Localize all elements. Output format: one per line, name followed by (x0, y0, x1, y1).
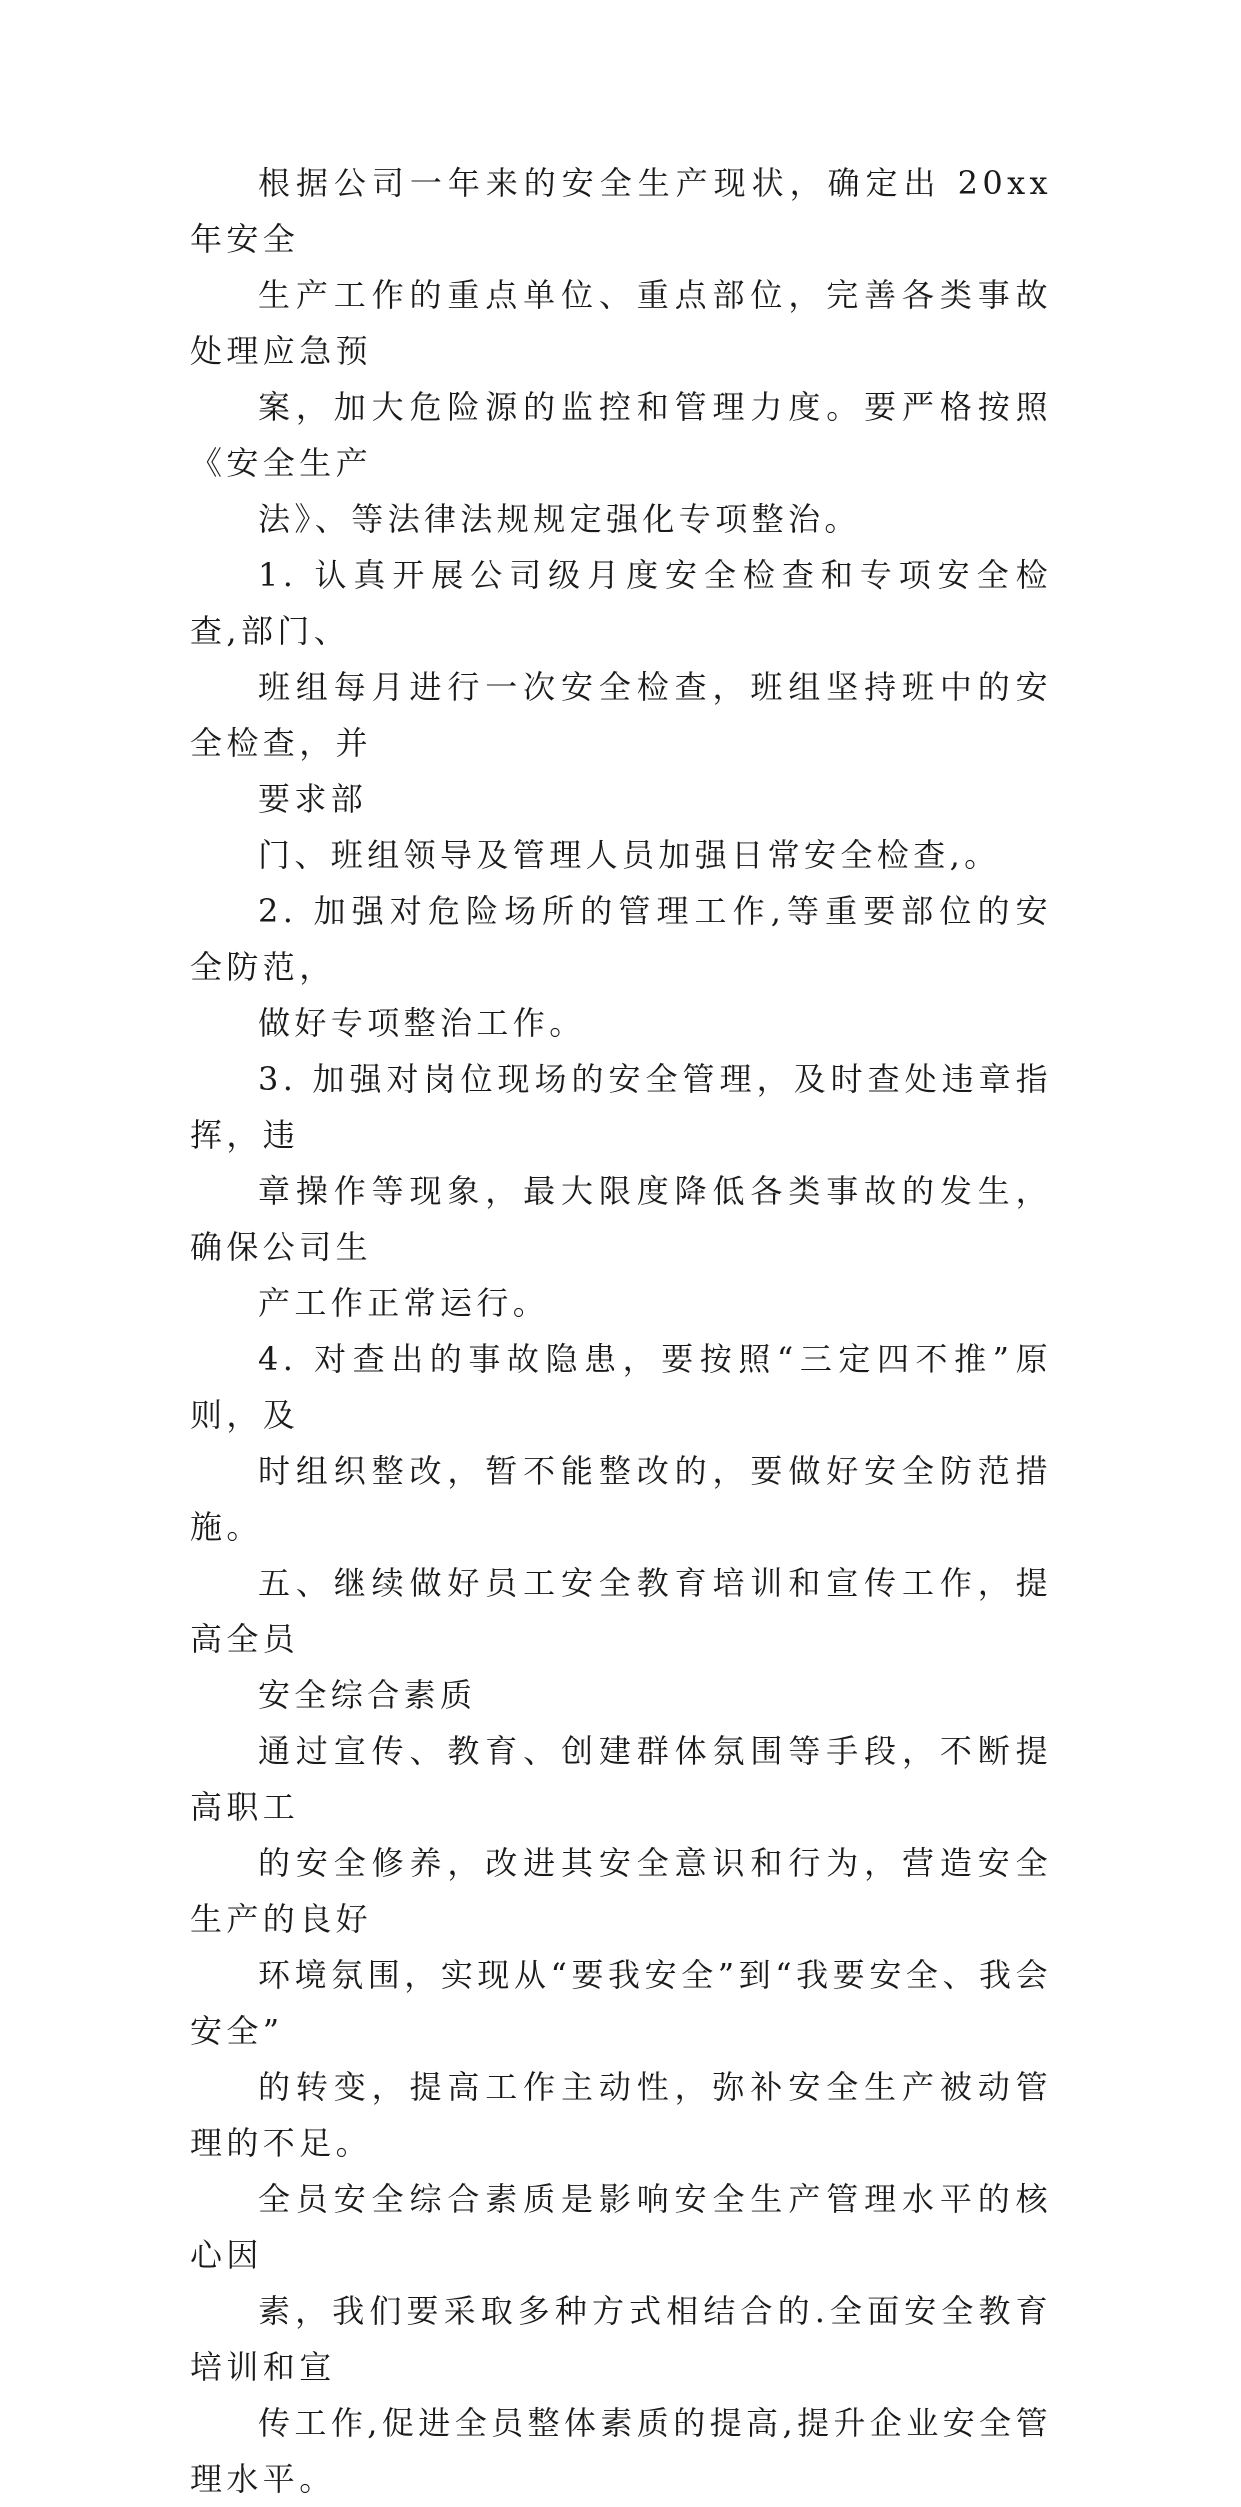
text-line: 生产工作的重点单位、重点部位，完善各类事故处理应急预 (190, 276, 1052, 370)
text-line: 要求部 (258, 780, 368, 818)
paragraph-item-3 (190, 1051, 1052, 1331)
text-line: 做好专项整治工作。 (258, 1004, 586, 1042)
text-line: 2. 加强对危险场所的管理工作,等重要部位的安全防范， (190, 892, 1052, 986)
text-line: 五、继续做好员工安全教育培训和宣传工作，提高全员 (190, 1564, 1052, 1658)
paragraph-intro (190, 155, 1052, 547)
text-line: 4. 对查出的事故隐患，要按照“三定四不推”原则，及 (190, 1340, 1052, 1434)
document-body (190, 155, 1052, 2507)
paragraph-quality (190, 2171, 1052, 2507)
paragraph-item-4 (190, 1331, 1052, 1555)
text-line: 的安全修养，改进其安全意识和行为，营造安全生产的良好 (190, 1844, 1052, 1938)
text-line: 产工作正常运行。 (258, 1284, 550, 1322)
paragraph-item-2 (190, 883, 1052, 1051)
paragraph-publicity (190, 1723, 1052, 2171)
section-heading-five (190, 1555, 1052, 1723)
text-line: 章操作等现象，最大限度降低各类事故的发生，确保公司生 (190, 1172, 1052, 1266)
text-line: 安全综合素质 (258, 1676, 477, 1714)
text-line: 传工作,促进全员整体素质的提高,提升企业安全管理水平。 (190, 2404, 1052, 2498)
paragraph-item-1-continued (190, 827, 1052, 883)
text-line: 班组每月进行一次安全检查，班组坚持班中的安全检查，并 (190, 668, 1052, 762)
text-line: 法》、等法律法规规定强化专项整治。 (258, 500, 861, 538)
paragraph-item-1 (190, 547, 1052, 827)
text-line: 的转变，提高工作主动性，弥补安全生产被动管理的不足。 (190, 2068, 1052, 2162)
text-line: 素，我们要采取多种方式相结合的.全面安全教育培训和宣 (190, 2292, 1052, 2386)
text-line: 案，加大危险源的监控和管理力度。要严格按照《安全生产 (190, 388, 1052, 482)
text-line: 通过宣传、教育、创建群体氛围等手段，不断提高职工 (190, 1732, 1052, 1826)
text-line: 1. 认真开展公司级月度安全检查和专项安全检查,部门、 (190, 556, 1052, 650)
text-line: 门、班组领导及管理人员加强日常安全检查,。 (258, 836, 1001, 874)
text-line: 时组织整改，暂不能整改的，要做好安全防范措施。 (190, 1452, 1052, 1546)
text-line: 全员安全综合素质是影响安全生产管理水平的核心因 (190, 2180, 1052, 2274)
text-line: 根据公司一年来的安全生产现状，确定出 20xx 年安全 (190, 164, 1052, 258)
text-line: 3. 加强对岗位现场的安全管理，及时查处违章指挥，违 (190, 1060, 1052, 1154)
text-line: 环境氛围，实现从“要我安全”到“我要安全、我会安全” (190, 1956, 1052, 2050)
